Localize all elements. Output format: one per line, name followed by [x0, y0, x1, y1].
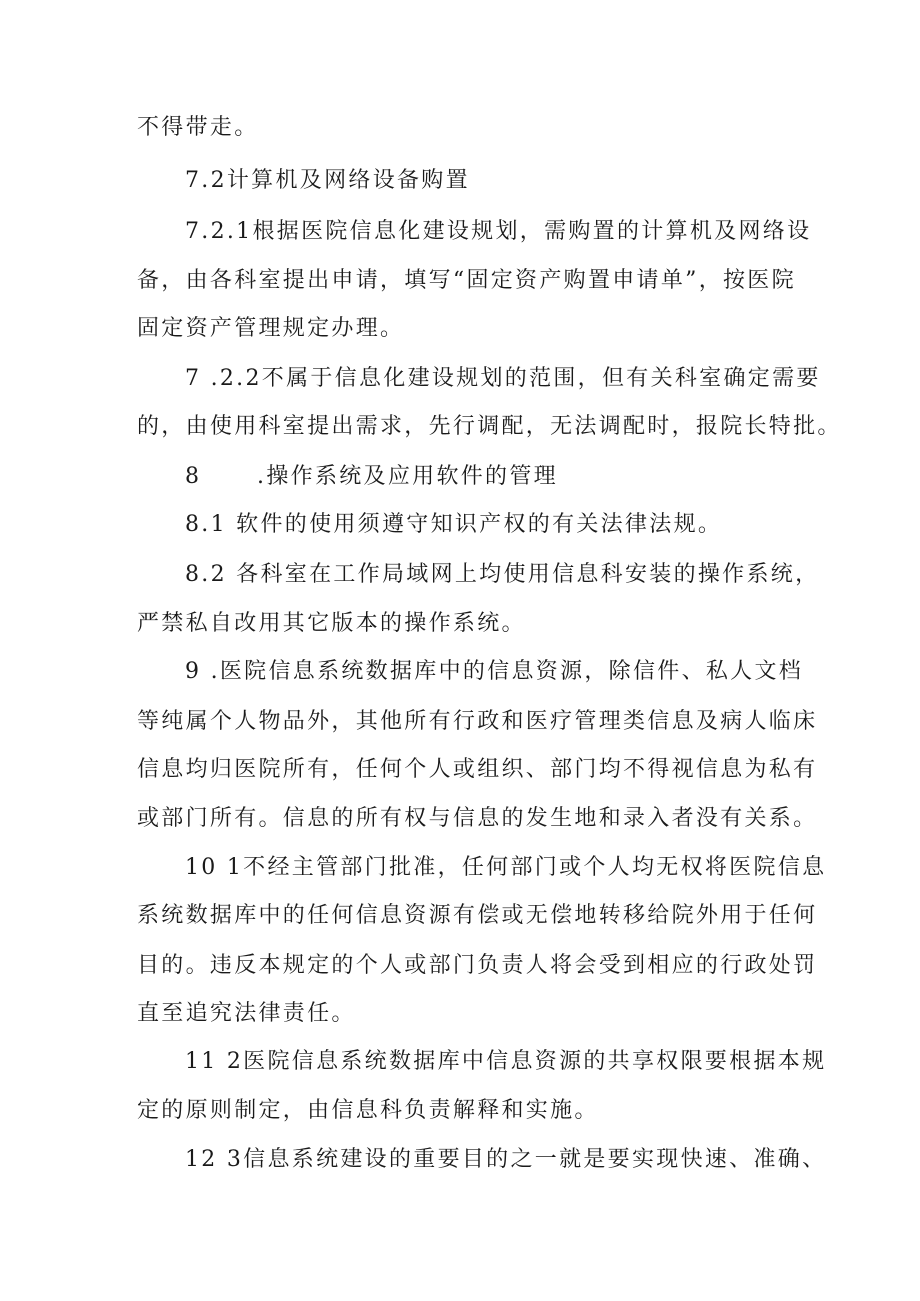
text-line: 或部门所有。信息的所有权与信息的发生地和录入者没有关系。 — [137, 806, 818, 831]
text-line: 11 2医院信息系统数据库中信息资源的共享权限要根据本规 — [185, 1049, 827, 1074]
text-line: 7.2.1根据医院信息化建设规划，需购置的计算机及网络设 — [185, 219, 812, 244]
text-line: 系统数据库中的任何信息资源有偿或无偿地转移给院外用于任何 — [137, 903, 818, 928]
text-line: 8.2 各科室在工作局域网上均使用信息科安装的操作系统， — [185, 562, 820, 587]
text-line: 信息均归医院所有，任何个人或组织、部门均不得视信息为私有 — [137, 757, 818, 782]
section-heading-7-2: 7.2计算机及网络设备购置 — [185, 168, 470, 193]
text-line: 7 .2.2不属于信息化建设规划的范围，但有关科室确定需要 — [185, 366, 821, 391]
text-line: 直至追究法律责任。 — [137, 1001, 356, 1026]
text-line: 8.1 软件的使用须遵守知识产权的有关法律法规。 — [185, 512, 723, 537]
text-line: 定的原则制定，由信息科负责解释和实施。 — [137, 1098, 599, 1123]
text-line: 目的。违反本规定的个人或部门负责人将会受到相应的行政处罚 — [137, 953, 818, 978]
text-line: 等纯属个人物品外，其他所有行政和医疗管理类信息及病人临床 — [137, 709, 818, 734]
text-line: 9 .医院信息系统数据库中的信息资源，除信件、私人文档 — [185, 659, 804, 684]
text-line: 10 1不经主管部门批准，任何部门或个人均无权将医院信息 — [185, 855, 827, 880]
text-line: 固定资产管理规定办理。 — [137, 316, 405, 341]
section-heading-8: 8 .操作系统及应用软件的管理 — [185, 464, 558, 489]
text-line: 严禁私自改用其它版本的操作系统。 — [137, 611, 526, 636]
text-line: 不得带走。 — [137, 115, 259, 140]
text-line: 12 3信息系统建设的重要目的之一就是要实现快速、准确、 — [185, 1147, 827, 1172]
text-line: 的，由使用科室提出需求，先行调配，无法调配时，报院长特批。 — [137, 414, 842, 439]
text-line: 备，由各科室提出申请，填写“固定资产购置申请单”，按医院 — [137, 268, 796, 293]
